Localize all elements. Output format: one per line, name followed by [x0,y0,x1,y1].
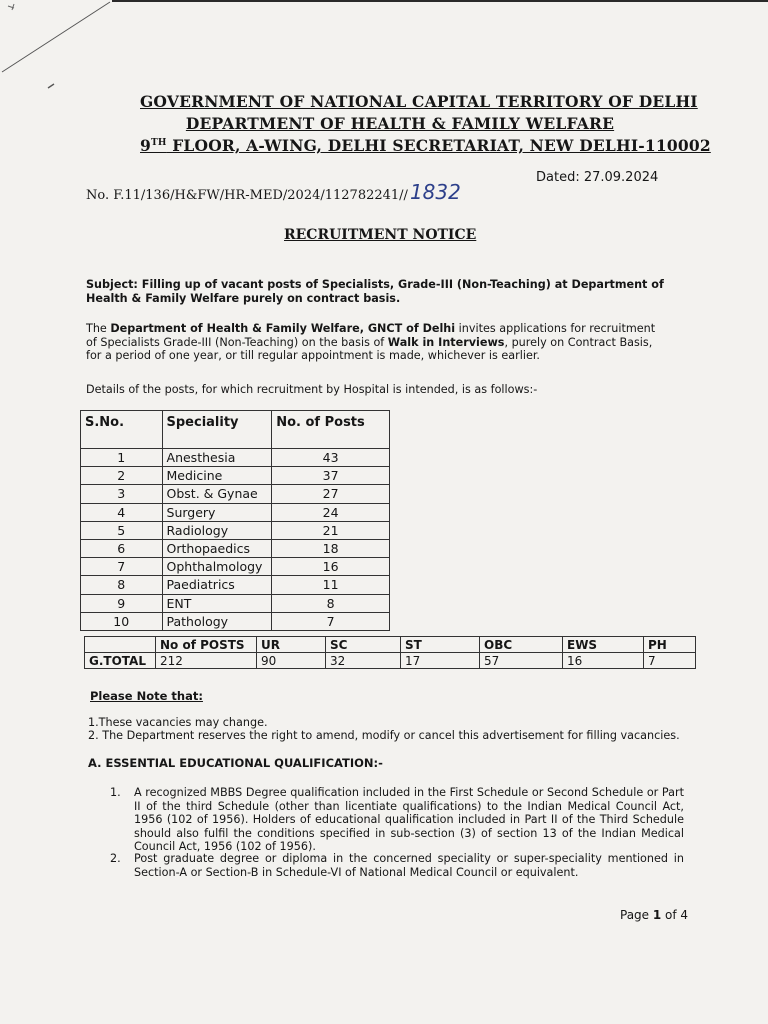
date-line: Dated: 27.09.2024 [536,170,659,185]
row-posts: 24 [272,503,390,521]
table-row [81,503,390,521]
row-sno: 4 [81,503,163,521]
header-sno: S.No. [81,411,163,449]
row-sno: 1 [81,449,163,467]
note-item: 1.These vacancies may change. [88,716,268,729]
totals-header-obc: OBC [480,637,563,653]
table-row [81,467,390,485]
intro-paragraph: The Department of Health & Family Welfare, GNCT of Delhi invites applications for recruitment of Specialists Grade-III (Non-Teaching) on the basis of Walk in Interviews, purely on Contract Basis, for a period of one year, or till regular appointment is made, whichever is earlier. [86,322,656,362]
totals-header-sc: SC [326,637,401,653]
table-row [81,449,390,467]
qualification-number: 2. [110,852,121,865]
totals-ur: 90 [257,653,326,669]
totals-ph: 7 [644,653,696,669]
posts-table-header [81,411,390,449]
header-line-1: GOVERNMENT OF NATIONAL CAPITAL TERRITORY OF DELHI [140,92,698,111]
totals-posts: 212 [156,653,257,669]
row-sno: 10 [81,612,163,630]
subject-line: Subject: Filling up of vacant posts of Specialists, Grade-III (Non-Teaching) at Department of Health & Family Welfare purely on contract basis. [86,278,664,305]
row-sno: 2 [81,467,163,485]
row-posts: 21 [272,521,390,539]
row-posts: 37 [272,467,390,485]
totals-header-ur: UR [257,637,326,653]
header-line-2: DEPARTMENT OF HEALTH & FAMILY WELFARE [185,114,615,133]
table-row [81,594,390,612]
row-speciality: Orthopaedics [162,539,272,557]
totals-sc: 32 [326,653,401,669]
row-posts: 27 [272,485,390,503]
totals-ews: 16 [563,653,644,669]
posts-table-body [81,449,390,631]
table-row [81,558,390,576]
table-row [81,612,390,630]
totals-table [84,636,696,669]
totals-label: G.TOTAL [85,653,156,669]
totals-header-blank [85,637,156,653]
row-posts: 16 [272,558,390,576]
posts-table [80,410,390,631]
row-posts: 7 [272,612,390,630]
row-speciality: Surgery [162,503,272,521]
row-sno: 5 [81,521,163,539]
header-line-3: 9TH FLOOR, A-WING, DELHI SECRETARIAT, NEW DELHI-110002 [140,136,711,155]
table-row [81,521,390,539]
table-row [81,539,390,557]
qualification-number: 1. [110,786,121,799]
row-speciality: Anesthesia [162,449,272,467]
details-line: Details of the posts, for which recruitment by Hospital is intended, is as follows:- [86,383,538,396]
page-number: Page 1 of 4 [620,908,689,922]
row-speciality: Obst. & Gynae [162,485,272,503]
row-posts: 43 [272,449,390,467]
top-border [112,0,768,2]
row-speciality: ENT [162,594,272,612]
notes-list [88,716,680,742]
totals-st: 17 [401,653,480,669]
row-posts: 18 [272,539,390,557]
header-posts: No. of Posts [272,411,390,449]
totals-header-ph: PH [644,637,696,653]
table-row [81,576,390,594]
row-speciality: Ophthalmology [162,558,272,576]
please-note-heading: Please Note that: [90,689,203,703]
totals-header-row [85,637,696,653]
table-row [81,485,390,503]
row-speciality: Medicine [162,467,272,485]
note-item: 2. The Department reserves the right to amend, modify or cancel this advertisement for filling vacancies. [88,729,680,742]
section-a-heading: A. ESSENTIAL EDUCATIONAL QUALIFICATION:- [88,756,383,770]
notice-title: RECRUITMENT NOTICE [284,227,477,243]
header-speciality: Speciality [162,411,272,449]
qualification-text: A recognized MBBS Degree qualification included in the First Schedule or Second Schedule or Part II of the third Schedule (other than licentiate qualifications) to the Indian Medical Council Act, 1956 (102 of 1956). Holders of educational qualification included in Part II of the Third Schedule should also fulfil the conditions specified in sub-section (3) of section 13 of the Indian Medical Council Act, 1956 (102 of 1956). [134,786,684,854]
totals-header-posts: No of POSTS [156,637,257,653]
row-sno: 7 [81,558,163,576]
totals-header-st: ST [401,637,480,653]
row-posts: 11 [272,576,390,594]
row-sno: 8 [81,576,163,594]
handwritten-number: 1832 [409,180,461,204]
row-sno: 6 [81,539,163,557]
staple-mark-icon [0,0,120,90]
reference-number: No. F.11/136/H&FW/HR-MED/2024/112782241// 1832 [86,180,461,204]
qualification-text: Post graduate degree or diploma in the concerned speciality or super-speciality mentioned in Section-A or Section-B in Schedule-VI of National Medical Council or equivalent. [134,852,684,879]
row-speciality: Paediatrics [162,576,272,594]
row-sno: 9 [81,594,163,612]
row-sno: 3 [81,485,163,503]
row-posts: 8 [272,594,390,612]
totals-header-ews: EWS [563,637,644,653]
totals-row [85,653,696,669]
row-speciality: Pathology [162,612,272,630]
row-speciality: Radiology [162,521,272,539]
totals-obc: 57 [480,653,563,669]
